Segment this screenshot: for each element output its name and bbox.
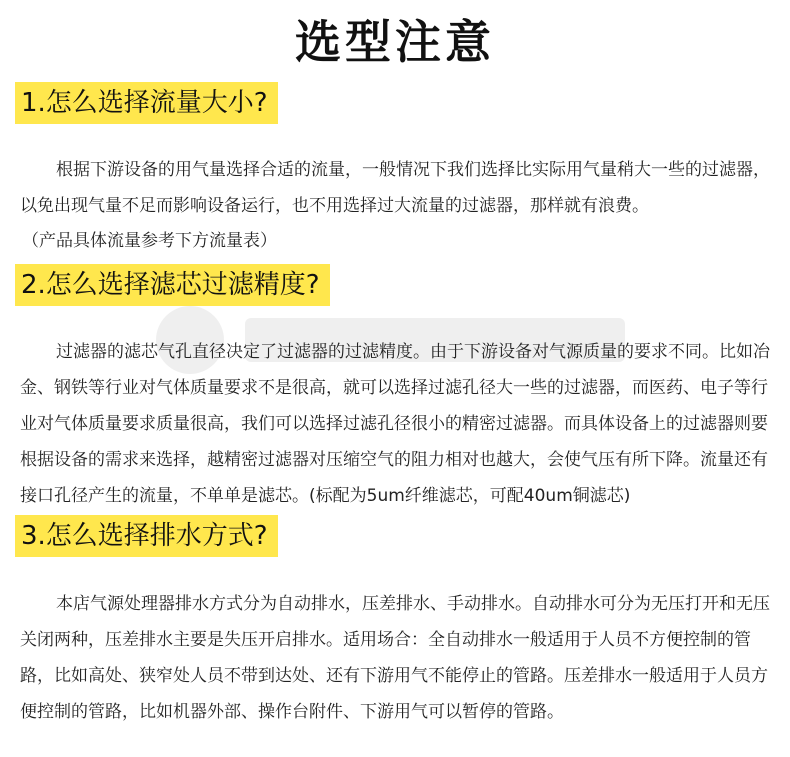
section-2-paragraph [20,334,772,514]
page-title: 选型注意 [295,15,495,69]
section-2-heading: 2.怎么选择滤芯过滤精度? [15,264,330,306]
section-2-text: 过滤器的滤芯气孔直径决定了过滤器的过滤精度。由于下游设备对气源质量的要求不同。比如冶金、钢铁等行业对气体质量要求不是很高，就可以选择过滤孔径大一些的过滤器，而医药、电子等行业对气体质量要求质量很高，我们可以选择过滤孔径很小的精密过滤器。而具体设备上的过滤器则要根据设备的需求来选择，越精密过滤器对压缩空气的阻力相对也越大，会使气压有所下降。流量还有接口孔径产生的流量，不单单是滤芯。(标配为5um纤维滤芯，可配40um铜滤芯) [20,342,770,506]
section-1-heading: 1.怎么选择流量大小? [15,82,278,124]
section-1-paragraph [20,152,772,224]
section-3-text: 本店气源处理器排水方式分为自动排水，压差排水、手动排水。自动排水可分为无压打开和无压关闭两种，压差排水主要是失压开启排水。适用场合：全自动排水一般适用于人员不方便控制的管路，比如高处、狭窄处人员不带到达处、还有下游用气不能停止的管路。压差排水一般适用于人员方便控制的管路，比如机器外部、操作台附件、下游用气可以暂停的管路。 [20,594,770,722]
section-3-heading: 3.怎么选择排水方式? [15,515,278,557]
section-1-note: （产品具体流量参考下方流量表） [22,231,277,251]
section-3-paragraph [20,586,772,730]
section-1-text: 根据下游设备的用气量选择合适的流量，一般情况下我们选择比实际用气量稍大一些的过滤器，以免出现气量不足而影响设备运行，也不用选择过大流量的过滤器，那样就有浪费。 [20,160,770,216]
